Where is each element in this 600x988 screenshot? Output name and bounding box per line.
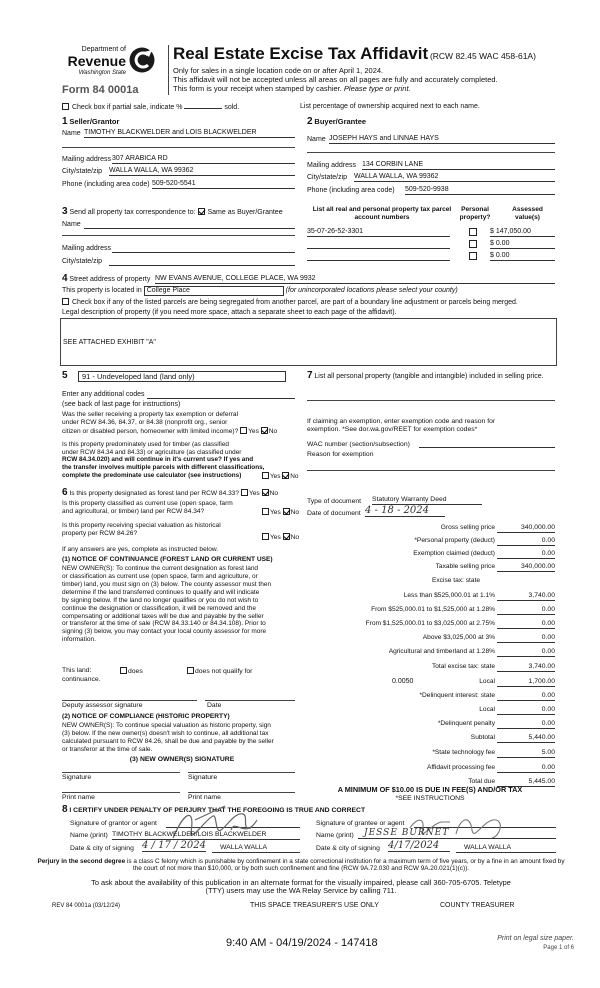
buyer-name-row bbox=[307, 136, 555, 144]
forest-q1 bbox=[62, 487, 302, 499]
timber-q-line5-text: complete the predominate use calculator (see instructions) bbox=[62, 471, 242, 479]
buyer-city-row bbox=[307, 174, 555, 182]
new-owner-print-line1[interactable] bbox=[62, 792, 180, 793]
parcels-col2-header: Personal property? bbox=[459, 206, 491, 221]
notice1-line: by signing below. If the land no longer qualifies or you do not wish to bbox=[62, 596, 259, 604]
no-label: No bbox=[290, 508, 300, 516]
header-divider bbox=[168, 45, 169, 95]
personal-property-checkbox[interactable] bbox=[469, 228, 477, 236]
current-use-yes-checkbox[interactable] bbox=[262, 508, 269, 515]
tax-row-label: Exemption claimed (deduct) bbox=[413, 550, 495, 557]
tax-row-value[interactable]: 0.00 bbox=[497, 634, 555, 643]
buyer-mailing-label: Mailing address bbox=[307, 162, 357, 169]
buyer-heading bbox=[307, 116, 366, 128]
doc-type-label: Type of document bbox=[307, 498, 362, 505]
tax-row-value[interactable]: 0.00 bbox=[497, 706, 555, 715]
seller-name-field[interactable]: TIMOTHY BLACKWELDER and LOIS BLACKWELDER bbox=[84, 129, 295, 138]
correspondence-city-label: City/state/zip bbox=[62, 258, 103, 265]
forest-q1-text: Is this property designated as forest land per RCW 84.33? bbox=[69, 490, 240, 497]
this-land-row bbox=[62, 667, 302, 675]
notice1-line: continue the designation or classification, it will be removed and the bbox=[62, 604, 257, 612]
segregated-row bbox=[62, 298, 555, 307]
tax-row bbox=[300, 592, 555, 602]
tax-row-value[interactable]: 0.00 bbox=[497, 764, 555, 773]
seller-mailing-field[interactable]: 307 ARABICA RD bbox=[112, 155, 295, 164]
personal-property-label: List all personal property (tangible and intangible) included in selling price. bbox=[314, 373, 544, 380]
grantee-name-row bbox=[316, 828, 556, 840]
historic-q-line1: Is this property receiving special valuation as historical bbox=[62, 522, 221, 529]
exemption-q-line3 bbox=[62, 427, 302, 436]
seller-heading-label: Seller/Grantor bbox=[69, 117, 120, 126]
exemption-q-line3-text: citizen or disabled person, homeowner with limited income)? bbox=[62, 427, 239, 435]
dept-line3: Washington State bbox=[78, 70, 126, 76]
tax-row-value[interactable]: 0.00 bbox=[497, 537, 555, 546]
notice1-line: signing (3) below, you may contact your local county assessor for more bbox=[62, 628, 267, 636]
wac-row bbox=[307, 441, 555, 449]
current-use-options bbox=[262, 508, 299, 517]
partial-sale-checkbox[interactable] bbox=[62, 103, 69, 110]
yes-label: Yes bbox=[270, 472, 281, 480]
personal-property-line[interactable] bbox=[307, 400, 555, 401]
grantor-city-field[interactable]: WALLA WALLA bbox=[212, 844, 300, 853]
buyer-phone-field[interactable]: 509-520-9938 bbox=[405, 186, 555, 195]
personal-property-checkbox[interactable] bbox=[469, 240, 477, 248]
page-title: Real Estate Excise Tax Affidavit bbox=[173, 44, 429, 63]
name-print-label: Name (print) bbox=[70, 832, 108, 839]
dept-line1: Department of bbox=[81, 46, 126, 53]
historic-yes-checkbox[interactable] bbox=[262, 533, 269, 540]
perjury-notice bbox=[36, 858, 566, 873]
tax-row-label: Less than $525,000.01 at 1.1% bbox=[403, 592, 495, 599]
header-sub3-a: This form is your receipt when stamped by cashier. bbox=[173, 84, 342, 93]
section-num-7: 7 bbox=[307, 370, 313, 381]
section-num-8: 8 bbox=[62, 804, 68, 815]
forest-yes-checkbox[interactable] bbox=[241, 489, 248, 496]
notice2-body bbox=[62, 722, 302, 754]
exemption-claim-line1: If claiming an exemption, enter exemption code and reason for bbox=[307, 418, 496, 425]
additional-codes-field[interactable] bbox=[147, 390, 295, 399]
unincorporated-note: (for unincorporated locations please select your county) bbox=[285, 287, 458, 294]
tax-row-label: Local bbox=[479, 678, 495, 685]
timber-no-checkbox[interactable] bbox=[282, 472, 289, 479]
partial-sale-percent[interactable] bbox=[184, 102, 222, 109]
notice1-title: (1) NOTICE OF CONTINUANCE (FOREST LAND OR CURRENT USE) bbox=[62, 556, 273, 563]
buyer-name-line2 bbox=[307, 152, 555, 153]
correspondence-mailing-field[interactable] bbox=[112, 244, 295, 253]
header-sub1: Only for sales in a single location code on or after April 1, 2024. bbox=[173, 66, 384, 75]
reason-label: Reason for exemption bbox=[307, 451, 374, 458]
assessed-value-field[interactable]: $ 0.00 bbox=[490, 252, 555, 261]
seller-city-label: City/state/zip bbox=[62, 168, 103, 175]
yes-label: Yes bbox=[248, 427, 259, 435]
parcel-row bbox=[307, 240, 555, 250]
current-use-q bbox=[62, 500, 302, 516]
print-legal-note: Print on legal size paper. bbox=[497, 935, 574, 942]
deputy-date-line[interactable] bbox=[205, 700, 295, 701]
historic-options bbox=[262, 533, 299, 542]
wac-field[interactable] bbox=[419, 440, 555, 448]
accessibility-line2: (TTY) users may use the WA Relay Service by calling 711. bbox=[205, 886, 397, 895]
timber-q-line2: under RCW 84.34 and 84.33) or agriculture (as classified under bbox=[62, 448, 242, 456]
dor-logo bbox=[62, 42, 162, 82]
buyer-city-field[interactable]: WALLA WALLA, WA 99362 bbox=[354, 173, 555, 182]
legal-description-text: SEE ATTACHED EXHIBIT "A" bbox=[63, 339, 156, 346]
form-title-row bbox=[173, 44, 536, 64]
form-number: Form 84 0001a bbox=[62, 84, 139, 96]
current-use-q-line2 bbox=[62, 508, 302, 516]
correspondence-mailing-row bbox=[62, 245, 295, 253]
perjury-text: is a class C felony which is punishable by confinement in a state correctional institution for a maximum term of five years, or by a fine in an amount fixed by the court of not more than $10,000, or by both such confinement and fine (RCW 9A.72.030 and RCW 9A.20.021(1)(c)). bbox=[125, 858, 565, 873]
no-label: No bbox=[268, 427, 278, 435]
exemption-claim-text bbox=[307, 418, 555, 434]
grantor-name-field[interactable]: TIMOTHY BLACKWELDER/LOIS BLACKWELDER bbox=[112, 831, 300, 840]
tax-row-value[interactable]: 0.00 bbox=[497, 692, 555, 701]
tax-row-value[interactable]: 0.00 bbox=[497, 606, 555, 615]
exemption-no-checkbox[interactable] bbox=[261, 427, 268, 434]
new-owner-print-line2[interactable] bbox=[188, 792, 295, 793]
correspondence-name-label: Name bbox=[62, 221, 81, 228]
does-label: does bbox=[128, 668, 143, 675]
timber-question bbox=[62, 441, 302, 479]
yes-label: Yes bbox=[270, 533, 281, 541]
doc-type-field[interactable]: Statutory Warranty Deed bbox=[372, 496, 482, 505]
tax-row bbox=[300, 720, 555, 730]
buyer-name-label: Name bbox=[307, 136, 326, 143]
new-owner-sig-line1[interactable] bbox=[62, 772, 180, 773]
tax-row-label: Local bbox=[479, 706, 495, 713]
date-city-label: Date & city of signing bbox=[70, 845, 134, 852]
parcels-col3-header: Assessed value(s) bbox=[512, 206, 543, 221]
tax-row-value[interactable]: 0.00 bbox=[497, 720, 555, 729]
correspondence-city-row bbox=[62, 258, 295, 266]
segregated-checkbox[interactable] bbox=[62, 298, 69, 305]
local-rate[interactable]: 0.0050 bbox=[392, 678, 414, 685]
date-city-label: Date & city of signing bbox=[316, 845, 380, 852]
section-num-3: 3 bbox=[62, 206, 68, 217]
tax-row bbox=[300, 524, 555, 534]
deputy-sig-label: Deputy assessor signature bbox=[62, 702, 143, 709]
tax-row-label: Above $3,025,000 at 3% bbox=[422, 634, 495, 641]
historic-q-line2 bbox=[62, 529, 302, 541]
seller-phone-field[interactable]: 509-520-5541 bbox=[152, 180, 295, 189]
tax-row-label: From $1,525,000.01 to $3,025,000 at 2.75% bbox=[365, 620, 495, 627]
seller-phone-row bbox=[62, 181, 295, 189]
correspondence-row bbox=[62, 206, 283, 218]
personal-property-checkbox[interactable] bbox=[469, 252, 477, 260]
print-name-label: Print name bbox=[188, 794, 221, 801]
parcel-number-field[interactable] bbox=[307, 240, 450, 249]
seller-name-label: Name bbox=[62, 130, 81, 137]
notice1-line: or classification as current use (open space, farm and agriculture, or bbox=[62, 572, 258, 580]
exemption-q-line1: Was the seller receiving a property tax exemption or deferral bbox=[62, 411, 239, 418]
current-use-no-checkbox[interactable] bbox=[283, 508, 290, 515]
tax-row-label: Affidavit processing fee bbox=[426, 764, 495, 771]
continuance-label: continuance. bbox=[62, 676, 101, 683]
tax-row-label: From $525,000.01 to $1,525,000 at 1.28% bbox=[371, 606, 495, 613]
timber-yes-checkbox[interactable] bbox=[262, 472, 269, 479]
correspondence-label: Send all property tax correspondence to: bbox=[69, 209, 196, 216]
rev-number: REV 84 0001a (03/12/24) bbox=[52, 903, 121, 909]
tax-row-value[interactable]: 5.00 bbox=[497, 749, 555, 758]
parcel-row bbox=[307, 252, 555, 262]
timber-q-line1: Is this property predominately used for timber (as classified bbox=[62, 441, 229, 448]
tax-row-value[interactable]: 0.00 bbox=[497, 620, 555, 629]
timber-q-line5 bbox=[62, 472, 302, 480]
no-label: No bbox=[269, 490, 278, 497]
timber-q-line3: RCW 84.34.020) and will continue in it's current use? If yes and bbox=[62, 456, 254, 464]
timber-q-line4: the transfer involves multiple parcels with different classifications, bbox=[62, 464, 265, 472]
tax-row bbox=[300, 634, 555, 644]
exemption-question bbox=[62, 411, 302, 436]
tax-row bbox=[300, 706, 555, 716]
exemption-claim-line2: exemption. *See dor.wa.gov/REET for exemption codes* bbox=[307, 426, 478, 434]
tax-row-value[interactable]: 0.00 bbox=[497, 648, 555, 657]
yes-label: Yes bbox=[248, 490, 260, 497]
accessibility-line1: To ask about the availability of this publication in an alternate format for the visually impaired, please call 360-705-6705. Teletype bbox=[91, 878, 511, 887]
tax-row-value[interactable]: 5,445.00 bbox=[497, 778, 555, 787]
seller-name-row bbox=[62, 130, 295, 138]
notice1-line: or transferor at the time of sale (RCW 84.33.140 or 84.34.108). Prior to bbox=[62, 620, 266, 628]
assessed-value-field[interactable]: $ 0.00 bbox=[490, 240, 555, 249]
grantee-sig-label: Signature of grantee or agent bbox=[316, 820, 405, 827]
yes-label: Yes bbox=[270, 508, 281, 516]
seller-mailing-label: Mailing address bbox=[62, 156, 112, 163]
same-as-buyer-label: Same as Buyer/Grantee bbox=[207, 209, 283, 216]
grantee-date-row bbox=[316, 840, 556, 853]
tax-row bbox=[300, 550, 555, 560]
historic-no-checkbox[interactable] bbox=[283, 533, 290, 540]
correspondence-city-field[interactable] bbox=[109, 257, 295, 266]
notice2-line: NEW OWNER(S): To continue special valuation as historic property, sign bbox=[62, 722, 271, 729]
tax-row bbox=[300, 606, 555, 616]
tax-row bbox=[300, 577, 555, 587]
partial-sale-row bbox=[62, 102, 239, 112]
county-treasurer: COUNTY TREASURER bbox=[440, 902, 515, 909]
street-field[interactable]: NW EVANS AVENUE, COLLEGE PLACE, WA 9932 bbox=[155, 275, 555, 284]
buyer-mailing-row bbox=[307, 162, 555, 170]
dor-swirl-icon bbox=[128, 46, 156, 74]
see-instructions: *SEE INSTRUCTIONS bbox=[395, 795, 465, 802]
header-sub2: This affidavit will not be accepted unless all areas on all pages are fully and accurately completed. bbox=[173, 75, 498, 84]
seller-mailing-row bbox=[62, 156, 295, 164]
notice2-line: or transferor at the time of sale. bbox=[62, 745, 153, 753]
seller-city-row bbox=[62, 168, 295, 176]
perjury-bold: Perjury in the second degree bbox=[37, 858, 126, 865]
doc-date-label: Date of document bbox=[307, 510, 361, 517]
grantor-sig-label: Signature of grantor or agent bbox=[70, 820, 157, 827]
parcel-number-field[interactable]: 35-07-26-52-3301 bbox=[307, 228, 450, 237]
page-number: Page 1 of 6 bbox=[543, 945, 574, 951]
land-use-select[interactable]: 91 - Undeveloped land (land only) bbox=[78, 371, 286, 382]
tax-row-label: *Delinquent interest: state bbox=[419, 692, 495, 699]
section-num-4: 4 bbox=[62, 273, 68, 284]
exemption-yes-checkbox[interactable] bbox=[240, 427, 247, 434]
tax-row bbox=[300, 648, 555, 658]
tax-row-value[interactable]: 0.00 bbox=[497, 550, 555, 559]
correspondence-name-line2 bbox=[62, 235, 295, 236]
tax-row-label: Total due bbox=[468, 778, 495, 785]
exemption-q-line2: under RCW 84.36, 84.37, or 84.38 (nonprofit org., senior bbox=[62, 418, 228, 426]
parcels-col1-header: List all real and personal property tax parcel account numbers bbox=[312, 206, 452, 221]
partial-sale-label-b: sold. bbox=[224, 104, 240, 111]
this-land-label: This land: bbox=[62, 667, 92, 674]
segregated-label: Check box if any of the listed parcels are being segregated from another parcel, are part of a boundary line adjustment or parcels being merged. bbox=[71, 299, 518, 306]
notice2-line: (3) below. If the new owner(s) doesn't wish to continue, all additional tax bbox=[62, 729, 269, 737]
tax-row-value[interactable]: 1,700.00 bbox=[497, 678, 555, 687]
does-not-label: does not qualify for bbox=[195, 668, 253, 675]
buyer-phone-label: Phone (including area code) bbox=[307, 187, 395, 194]
located-select[interactable]: College Place bbox=[144, 286, 284, 296]
does-checkbox[interactable] bbox=[120, 667, 127, 674]
does-option bbox=[120, 667, 143, 676]
land-use-row bbox=[62, 370, 295, 382]
current-use-q-line2-text: and agricultural, or timber) land per RCW 84.34? bbox=[62, 507, 205, 515]
forest-no-checkbox[interactable] bbox=[262, 489, 269, 496]
section-num-6: 6 bbox=[62, 487, 68, 498]
tax-row-value[interactable]: 340,000.00 bbox=[497, 524, 555, 533]
tax-row bbox=[300, 764, 555, 774]
tax-row-label: Subtotal bbox=[470, 734, 495, 741]
reason-line[interactable] bbox=[307, 470, 555, 471]
partial-sale-label-a: Check box if partial sale, indicate % bbox=[71, 104, 183, 111]
tax-row-label: Agricultural and timberland at 1.28% bbox=[388, 648, 495, 655]
deputy-date-label: Date bbox=[207, 702, 222, 709]
grantor-date-field[interactable]: 4 / 17 / 2024 bbox=[142, 840, 206, 851]
notice1-line: determine if the land transferred continues to qualify and will indicate bbox=[62, 588, 260, 596]
new-owner-sig-title: (3) NEW OWNER(S) SIGNATURE bbox=[129, 756, 235, 763]
notice1-line: compensating or additional taxes will be due and payable by the seller bbox=[62, 612, 264, 620]
grantee-name-field[interactable]: JESSE BURNET bbox=[358, 828, 556, 839]
timber-options bbox=[262, 472, 298, 481]
seller-name-line2 bbox=[62, 147, 295, 148]
minimum-note: A MINIMUM OF $10.00 IS DUE IN FEE(S) AND/OR TAX bbox=[337, 785, 523, 794]
reason-row bbox=[307, 451, 555, 459]
additional-codes-label: Enter any additional codes bbox=[62, 391, 145, 398]
buyer-name-field[interactable]: JOSEPH HAYS and LINNAE HAYS bbox=[329, 135, 555, 144]
title-ref: (RCW 82.45 WAC 458-61A) bbox=[429, 51, 536, 61]
tax-row bbox=[300, 563, 555, 573]
header-sub3 bbox=[173, 84, 411, 93]
print-name-label: Print name bbox=[62, 794, 95, 801]
legal-description-field[interactable] bbox=[60, 318, 557, 366]
tax-row-label: Excise tax: state bbox=[431, 577, 480, 584]
grantee-city-field[interactable]: WALLA WALLA bbox=[456, 844, 556, 853]
street-label: Street address of property bbox=[69, 276, 151, 283]
notice1-line: NEW OWNER(S): To continue the current designation as forest land bbox=[62, 565, 259, 572]
notice1-body bbox=[62, 565, 302, 644]
seller-city-field[interactable]: WALLA WALLA, WA 99362 bbox=[109, 167, 295, 176]
new-owner-sig-line2[interactable] bbox=[188, 772, 295, 773]
grantee-date-field[interactable]: 4/17/2024 bbox=[388, 840, 450, 852]
seller-phone-label: Phone (including area code) bbox=[62, 181, 150, 188]
notice1-line: information. bbox=[62, 636, 96, 644]
grantor-name-row bbox=[70, 832, 300, 840]
tax-row bbox=[300, 678, 555, 688]
tax-row-value[interactable]: 5,440.00 bbox=[497, 734, 555, 743]
assessed-value-field[interactable]: $ 147,050.00 bbox=[490, 228, 555, 237]
tax-row-label: *Delinquent penalty bbox=[437, 720, 495, 727]
certify-heading-text: I CERTIFY UNDER PENALTY OF PERJURY THAT THE FOREGOING IS TRUE AND CORRECT bbox=[69, 807, 366, 814]
current-use-q-line1: Is this property classified as current use (open space, farm bbox=[62, 500, 233, 507]
buyer-city-label: City/state/zip bbox=[307, 174, 348, 181]
buyer-heading-label: Buyer/Grantee bbox=[314, 117, 367, 126]
parcel-row bbox=[307, 228, 555, 238]
tax-row-label: Gross selling price bbox=[440, 524, 495, 531]
signature-label: Signature bbox=[62, 774, 92, 781]
wac-label: WAC number (section/subsection) bbox=[307, 441, 410, 448]
additional-codes-row bbox=[62, 391, 295, 399]
tax-row-value[interactable]: 340,000.00 bbox=[497, 563, 555, 572]
buyer-phone-row bbox=[307, 187, 555, 195]
section-num-2: 2 bbox=[307, 116, 313, 127]
tax-row-value[interactable]: 3,740.00 bbox=[497, 592, 555, 601]
tax-row bbox=[300, 620, 555, 630]
does-not-checkbox[interactable] bbox=[187, 667, 194, 674]
name-print-label: Name (print) bbox=[316, 832, 354, 839]
dept-line2: Revenue bbox=[67, 53, 126, 69]
grantor-date-row bbox=[70, 840, 300, 853]
treasurer-use: THIS SPACE TREASURER'S USE ONLY bbox=[250, 902, 379, 909]
tax-row-value[interactable]: 3,740.00 bbox=[497, 663, 555, 672]
tax-row-label: Total excise tax: state bbox=[431, 663, 495, 670]
correspondence-name-field[interactable] bbox=[84, 220, 295, 229]
doc-date-field[interactable]: 4 - 18 - 2024 bbox=[365, 505, 445, 517]
signature-label: Signature bbox=[188, 774, 218, 781]
seller-heading bbox=[62, 116, 119, 128]
buyer-mailing-field[interactable]: 134 CORBIN LANE bbox=[362, 161, 555, 170]
no-label: No bbox=[290, 472, 299, 480]
parcel-number-field[interactable] bbox=[307, 252, 450, 261]
located-row bbox=[62, 286, 555, 296]
if-yes-note: If any answers are yes, complete as instructed below. bbox=[62, 546, 219, 553]
correspondence-mailing-label: Mailing address bbox=[62, 245, 112, 252]
see-back-label: (see back of last page for instructions) bbox=[62, 401, 181, 408]
does-not-option bbox=[187, 667, 252, 676]
notice2-line: calculated pursuant to RCW 84.26, shall be due and payable by the seller bbox=[62, 737, 274, 745]
historic-q-line2-text: property per RCW 84.26? bbox=[62, 529, 138, 537]
tax-row bbox=[300, 749, 555, 759]
header-sub3-b: Please type or print. bbox=[343, 84, 411, 93]
doc-date-row bbox=[307, 505, 555, 518]
notice2-title: (2) NOTICE OF COMPLIANCE (HISTORIC PROPERTY) bbox=[62, 713, 230, 720]
tax-row bbox=[300, 692, 555, 702]
same-as-buyer-checkbox[interactable] bbox=[198, 208, 205, 215]
section-num-1: 1 bbox=[62, 116, 68, 127]
historic-q bbox=[62, 522, 302, 541]
tax-row-label: *Personal property (deduct) bbox=[414, 537, 495, 544]
section-num-5: 5 bbox=[62, 370, 68, 381]
tax-row-label: *State technology fee bbox=[432, 749, 495, 756]
tax-row bbox=[300, 537, 555, 547]
correspondence-name-row bbox=[62, 221, 295, 229]
ownership-note: List percentage of ownership acquired next to each name. bbox=[300, 103, 480, 110]
deputy-sig-line[interactable] bbox=[62, 700, 197, 701]
legal-label: Legal description of property (if you need more space, attach a separate sheet to each page of the affidavit). bbox=[62, 309, 397, 316]
tax-row bbox=[300, 663, 555, 673]
located-label: This property is located in bbox=[62, 287, 142, 294]
notice1-line: timber) land, you must sign on (3) below. The county assessor must then bbox=[62, 580, 272, 588]
street-row bbox=[62, 273, 555, 285]
tax-row-label: Taxable selling price bbox=[435, 563, 495, 570]
tax-row bbox=[300, 734, 555, 744]
recording-stamp: 9:40 AM - 04/19/2024 - 147418 bbox=[226, 937, 378, 949]
no-label: No bbox=[290, 533, 300, 541]
personal-property-section bbox=[307, 370, 555, 382]
